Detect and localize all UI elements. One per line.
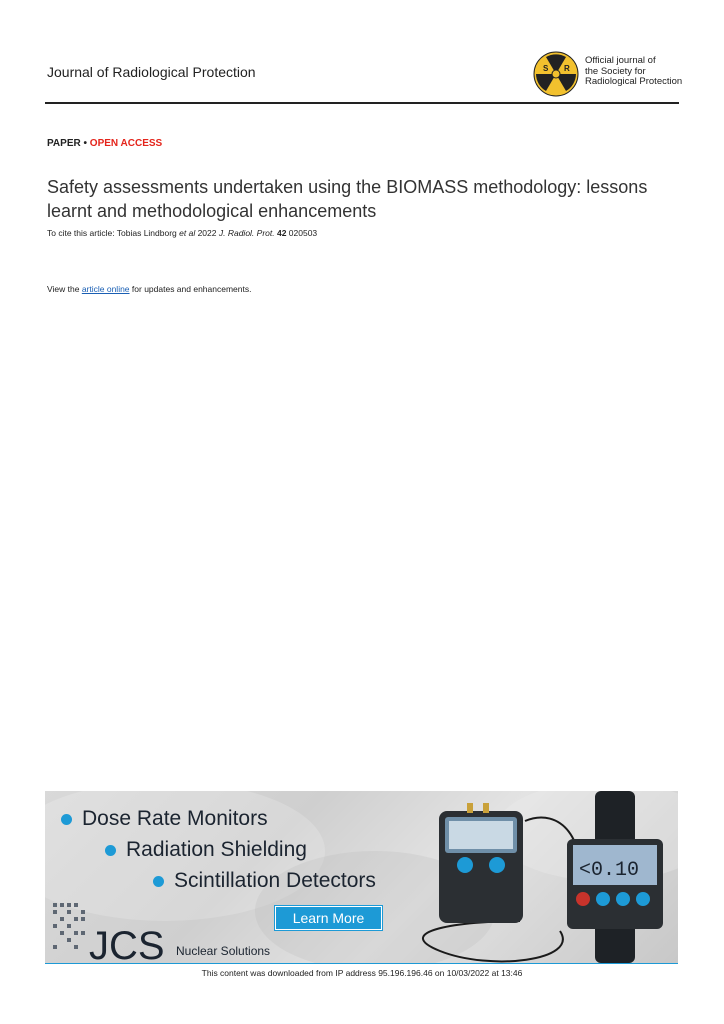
cite-prefix: To cite this article: Tobias Lindborg (47, 228, 180, 238)
cite-article-number: 020503 (286, 228, 318, 238)
cite-etal: et al (179, 228, 196, 238)
jcs-logo (51, 899, 181, 961)
srp-letter-p: P (553, 86, 559, 95)
cite-volume: 42 (274, 228, 287, 238)
view-suffix: for updates and enhancements. (129, 284, 252, 294)
article-online-link[interactable]: article online (81, 284, 130, 294)
probe-monitor-icon (565, 791, 665, 963)
download-notice: This content was downloaded from IP address 95.196.196.46 on 10/03/2022 at 13:46 (201, 968, 523, 978)
citation-line (47, 228, 317, 238)
srp-letter-s: S (543, 64, 549, 73)
bullet-dot-icon (153, 876, 164, 887)
header-divider (45, 102, 679, 104)
cite-journal: J. Radiol. Prot. (218, 228, 275, 238)
society-line: Radiological Protection (585, 76, 683, 87)
handheld-monitor-icon (437, 803, 527, 925)
ad-line-text: Scintillation Detectors (174, 869, 376, 892)
srp-letter-r: R (564, 64, 570, 73)
bullet-dot-icon (61, 814, 72, 825)
label-separator: • (83, 138, 88, 149)
ad-line-text: Radiation Shielding (126, 838, 307, 861)
learn-more-button[interactable]: Learn More (275, 906, 382, 930)
ad-line-scintillation (153, 869, 376, 893)
srp-society-logo (533, 51, 579, 97)
society-line: the Society for (585, 65, 646, 77)
journal-title: Journal of Radiological Protection (47, 64, 256, 80)
jcs-brand-text: JCS (89, 924, 165, 961)
bullet-dot-icon (105, 845, 116, 856)
jcs-advertisement[interactable] (45, 791, 678, 963)
paper-type: PAPER (47, 138, 81, 149)
jcs-tagline: Nuclear Solutions (176, 944, 271, 958)
view-prefix: View the (47, 284, 82, 294)
cite-year: 2022 (195, 228, 219, 238)
ad-line-dose-rate (61, 807, 268, 831)
society-statement (585, 56, 695, 88)
view-online-line (47, 284, 251, 294)
society-line: Official journal of (585, 55, 656, 66)
open-access-badge: OPEN ACCESS (89, 138, 163, 149)
article-title: Safety assessments undertaken using the BIOMASS methodology: lessons learnt and methodological enhancements (47, 177, 648, 222)
device-readout: <0.10 (579, 859, 640, 882)
ad-line-shielding (105, 838, 307, 862)
ad-divider (45, 963, 678, 964)
ad-line-text: Dose Rate Monitors (82, 807, 268, 830)
paper-type-label (47, 138, 162, 149)
